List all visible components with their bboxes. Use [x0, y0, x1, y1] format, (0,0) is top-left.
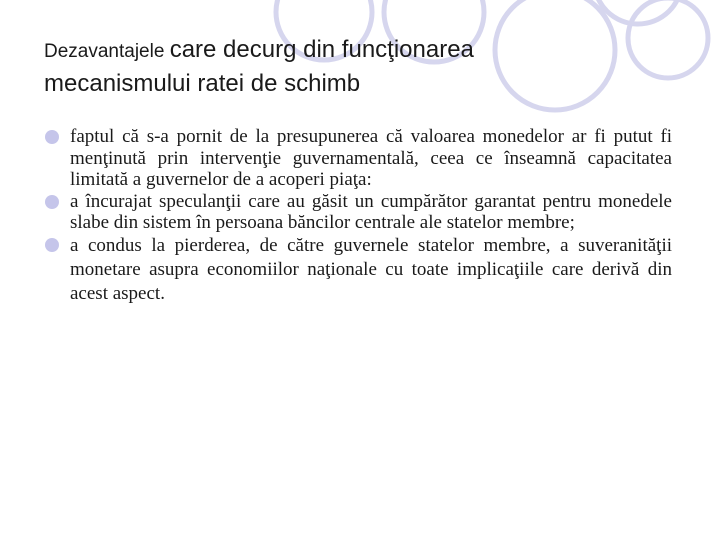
bullet-item — [44, 191, 672, 234]
bullet-circle-icon — [45, 130, 59, 144]
bullet-list — [44, 126, 672, 306]
bullet-circle-icon — [45, 195, 59, 209]
title-words-large: care decurg din funcţionarea — [169, 36, 474, 63]
bullet-circle-icon — [45, 238, 59, 252]
bullet-item — [44, 234, 672, 306]
bullet-text: a condus la pierderea, de către guvernele statelor membre, a suveranităţii monetare asupra economiilor naţionale cu toate implicaţiile care derivă din acest aspect. — [70, 234, 672, 304]
bullet-item — [44, 126, 672, 191]
title-line-2: mecanismului ratei de schimb — [44, 70, 361, 97]
bullet-text: faptul că s-a pornit de la presupunerea că valoarea monedelor ar fi putut fi menţinută prin intervenţie guvernamentală, ceea ce înseamnă capacitatea limitată a guvernelor de a acoperi piaţa: — [70, 126, 672, 190]
bullet-text: a încurajat speculanţii care au găsit un cumpărător garantat pentru monedele slabe din sistem în persoana băncilor centrale ale statelor membre; — [70, 190, 672, 233]
title-word-small: Dezavantajele — [44, 41, 170, 62]
title-line-1 — [44, 34, 604, 68]
slide-title — [44, 34, 604, 100]
